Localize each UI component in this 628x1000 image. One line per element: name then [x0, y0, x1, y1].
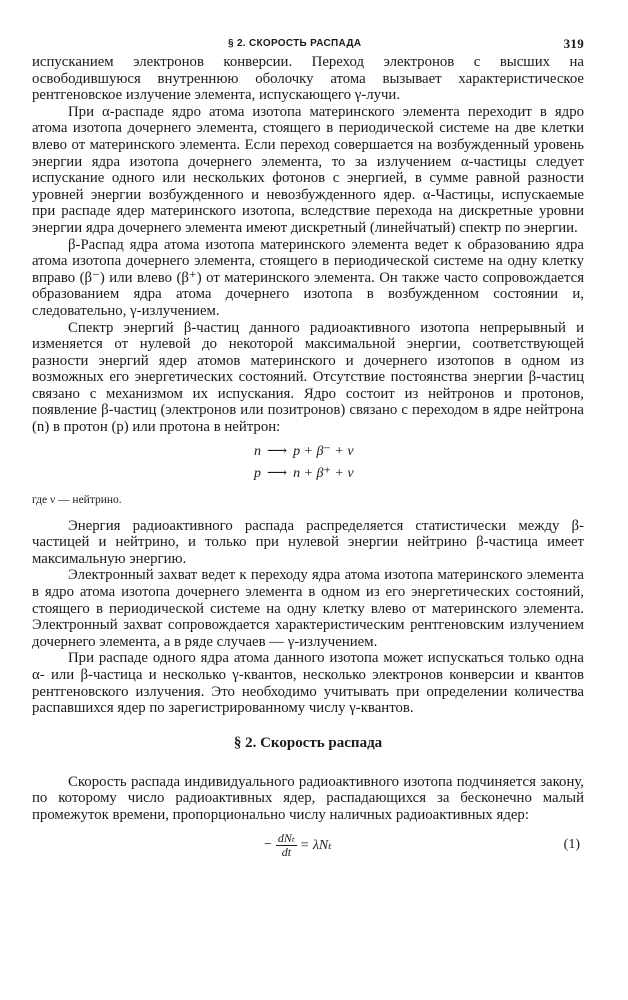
paragraph-3: β-Распад ядра атома изотопа материнского элемента ведет к образованию ядра атома изотопа дочернего элемента, стоящего в периодической системе на одну клетку вправо (β⁻) или влево (β⁺) от материнского элемента. Он также часто сопровождается образованием ядра атома дочернего изотопа в возбужденном состоянии и, следовательно, γ-излучением.	[32, 236, 584, 319]
equation-numerator: dNₜ	[277, 830, 295, 845]
paragraph-7: При распаде одного ядра атома данного изотопа может испускаться только одна α- или β-частица и несколько γ-квантов, несколько электронов конверсии и квантов рентгеновского излучения. Это необходимо учитывать при определении количества распавшихся ядер по зарегистрированному числу γ-квантов.	[32, 650, 584, 717]
paragraph-2: При α-распаде ядро атома изотопа материнского элемента переходит в ядро атома изотопа дочернего элемента, стоящего в периодической системе на две клетки влево от материнского элемента. Если переход совершается на возбужденный уровень энергии ядра изотопа дочернего элемента, то за излучением α-частицы следует испускание одного или нескольких фотонов с энергией, в сумме равной разности уровней энергии возбужденного и невозбужденного ядер. α-Частицы, испускаемые при распаде ядер материнского изотопа, вследствие перехода на дискретные уровни энергии ядра дочернего элемента имеют дискретный (линейчатый) спектр по энергии.	[32, 103, 584, 236]
reaction-neutron	[254, 442, 354, 462]
paragraph-8: Скорость распада индивидуального радиоактивного изотопа подчиняется закону, по которому число радиоактивных ядер, распадающихся за бесконечно малый промежуток времени, пропорционально числу наличных радиоактивных ядер:	[32, 773, 584, 823]
equation-body	[264, 832, 332, 859]
equation-number: (1)	[563, 836, 580, 852]
reaction-proton	[254, 464, 354, 484]
page-number: 319	[563, 36, 584, 51]
reaction-arrow-icon: ⟶	[267, 443, 288, 459]
reaction-1-lhs: n	[254, 443, 261, 459]
decay-rate-equation	[32, 832, 584, 866]
equation-rhs: = λNₜ	[299, 837, 332, 853]
paragraph-5: Энергия радиоактивного распада распределяется статистически между β-частицей и нейтрино, и только при нулевой энергии нейтрино β-частица имеет максимальную энергию.	[32, 517, 584, 567]
document-page	[32, 34, 584, 866]
decay-reactions	[32, 442, 584, 486]
reaction-1-rhs: p + β⁻ + ν	[293, 443, 354, 459]
reaction-2-lhs: p	[254, 465, 261, 481]
section-heading: § 2. Скорость распада	[233, 734, 383, 751]
paragraph-6: Электронный захват ведет к переходу ядра атома изотопа материнского элемента в ядро атома изотопа дочернего элемента в одном из его энергетических состояний, стоящего в периодической системе на одну клетку влево от материнского элемента. Электронный захват сопровождается характеристическим рентгеновским излучением дочернего элемента, а в ряде случаев — γ-излучением.	[32, 567, 584, 650]
running-header-section: § 2. СКОРОСТЬ РАСПАДА	[228, 38, 362, 49]
reaction-2-rhs: n + β⁺ + ν	[293, 465, 354, 481]
equation-denominator: dt	[281, 844, 292, 859]
reaction-arrow-icon: ⟶	[267, 465, 288, 481]
neutrino-note: где ν — нейтрино.	[32, 493, 122, 506]
equation-fraction	[276, 832, 297, 859]
paragraph-4: Спектр энергий β-частиц данного радиоактивного изотопа непрерывный и изменяется от нулевой до некоторой максимальной энергии, соответствующей разности энергий ядер атомов материнского и дочернего изотопов в одном из возможных его энергетических состояний. Отсутствие постоянства энергии β-частиц связано с механизмом их испускания. Ядро состоит из нейтронов и протонов, появление β-частиц (электронов или позитронов) связано с переходом в ядре нейтрона (n) в протон (p) или протона в нейтрон:	[32, 319, 584, 436]
running-header	[32, 34, 584, 54]
paragraph-1: испусканием электронов конверсии. Переход электронов с высших на освободившуюся внутреннюю оболочку атома вызывает характеристическое рентгеновское излучение элемента, испускающего γ-лучи.	[32, 54, 584, 104]
equation-minus: −	[264, 837, 272, 853]
